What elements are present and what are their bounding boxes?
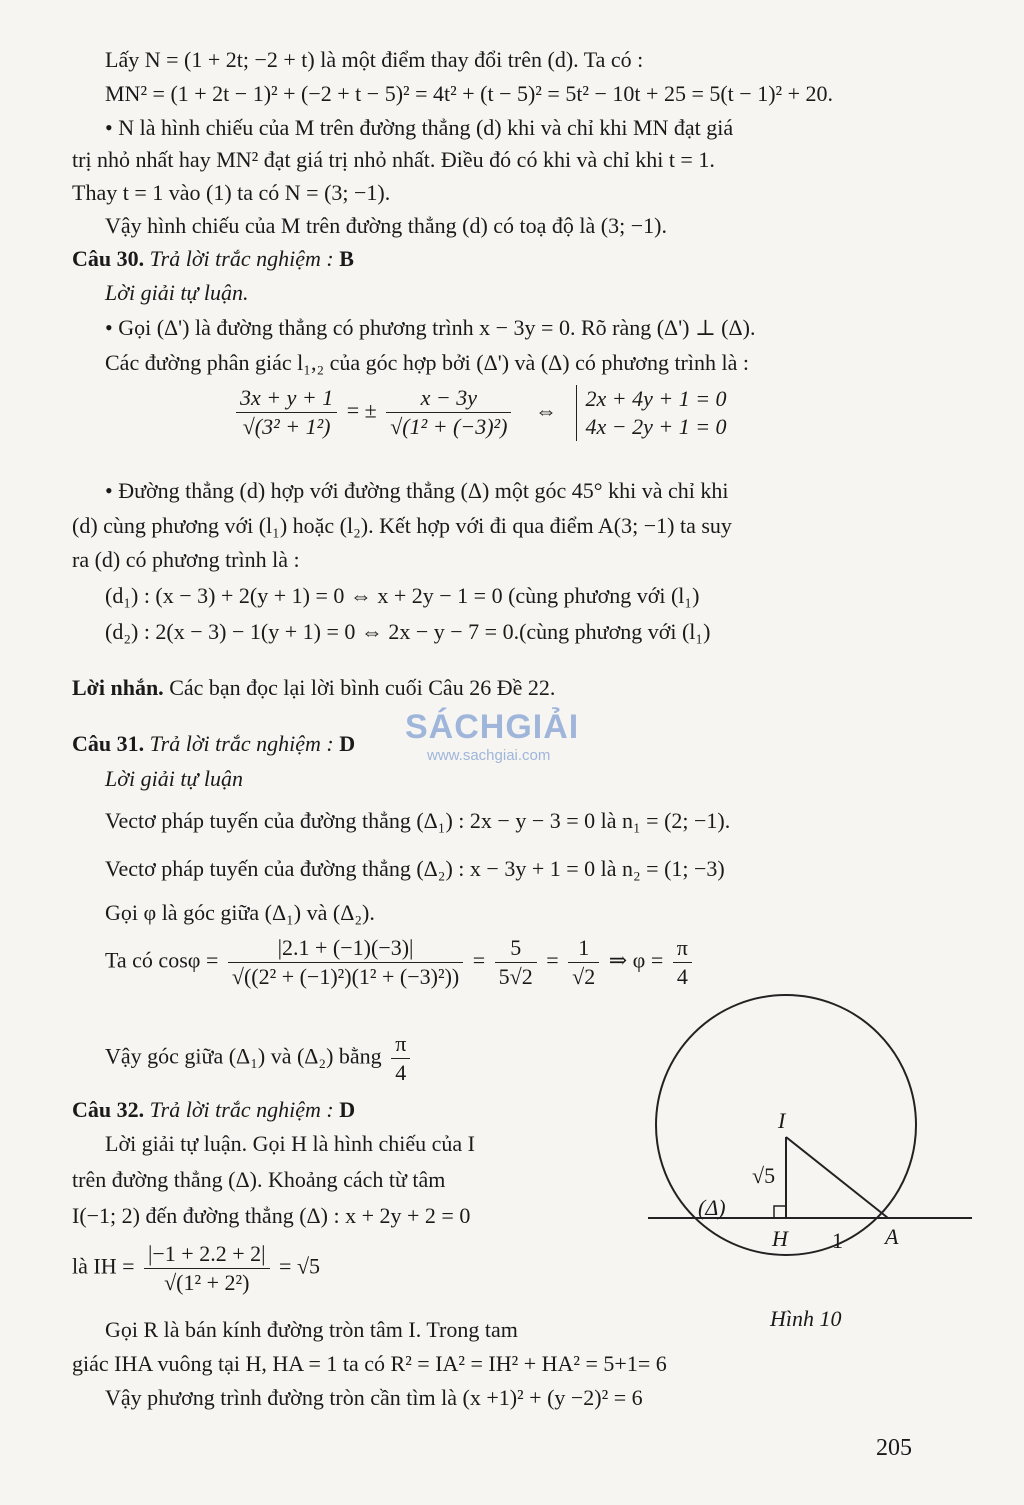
denominator: 4	[395, 1060, 407, 1085]
label-I: I	[778, 1108, 786, 1133]
label-A: A	[885, 1224, 899, 1249]
numerator: x − 3y	[386, 384, 511, 413]
numerator: π	[673, 934, 692, 963]
fraction	[144, 1240, 270, 1297]
page-number: 205	[876, 1435, 912, 1461]
equals-sign: =	[472, 947, 486, 973]
denominator: √2	[572, 964, 596, 989]
denominator: √((2² + (−1)²)(1² + (−3)²))	[231, 964, 460, 989]
text-line: Gọi φ là góc giữa (Δ₁) và (Δ₂).	[105, 900, 375, 925]
question-31-heading	[72, 730, 355, 758]
numerator: |2.1 + (−1)(−3)|	[228, 934, 463, 963]
bisector-formula	[232, 384, 727, 441]
note-label: Lời nhắn.	[72, 675, 164, 700]
numerator: 1	[568, 934, 599, 963]
text-line: giác IHA vuông tại H, HA = 1 ta có R² = IA² = IH² + HA² = 5+1= 6	[72, 1351, 667, 1376]
fraction	[568, 934, 599, 991]
text-line: • N là hình chiếu của M trên đường thẳng (d) khi và chỉ khi MN đạt giá	[105, 115, 734, 140]
text-line: I(−1; 2) đến đường thẳng (Δ) : x + 2y + 2 = 0	[72, 1203, 471, 1228]
note-line	[72, 674, 555, 702]
label-1: 1	[832, 1228, 843, 1253]
figure-caption: Hình 10	[770, 1306, 842, 1331]
denominator: 5√2	[498, 964, 533, 989]
denominator: 4	[676, 964, 688, 989]
implies-sign: ⇒ φ =	[608, 947, 664, 973]
answer-label: Trả lời trắc nghiệm :	[149, 731, 334, 756]
text-line: Vectơ pháp tuyến của đường thẳng (Δ₂) : x − 3y + 1 = 0 là n₂ = (1; −3)	[105, 856, 725, 881]
plus-minus-sign: = ±	[346, 397, 377, 423]
fraction	[236, 384, 337, 441]
solution-label: Lời giải tự luận.	[105, 280, 249, 305]
fraction	[228, 934, 463, 991]
text-line: Các đường phân giác l₁,₂ của góc hợp bởi (Δ') và (Δ) có phương trình là :	[105, 350, 749, 375]
equation-d1: (d₁) : (x − 3) + 2(y + 1) = 0 ⇔ x + 2y − 1 = 0 (cùng phương với (l₁)	[105, 583, 700, 608]
watermark-brand: SÁCHGIẢI	[405, 708, 580, 746]
question-number: Câu 31.	[72, 731, 145, 756]
numerator: 3x + y + 1	[236, 384, 337, 413]
text-line: • Đường thẳng (d) hợp với đường thẳng (Δ) một góc 45° khi và chỉ khi	[105, 478, 729, 503]
question-30-heading	[72, 245, 354, 273]
numerator: 5	[495, 934, 537, 963]
formula-prefix: Ta có cosφ =	[105, 947, 219, 973]
text-line: trị nhỏ nhất hay MN² đạt giá trị nhỏ nhất. Điều đó có khi và chỉ khi t = 1.	[72, 147, 715, 172]
solution-label: Lời giải tự luận	[105, 766, 244, 791]
question-32-heading	[72, 1096, 355, 1124]
denominator: √(1² + 2²)	[164, 1270, 250, 1295]
formula-prefix: là IH =	[72, 1253, 135, 1279]
equation-system	[576, 385, 726, 441]
answer-label: Trả lời trắc nghiệm :	[149, 1097, 334, 1122]
text-line: MN² = (1 + 2t − 1)² + (−2 + t − 5)² = 4t² + (t − 5)² = 5t² − 10t + 25 = 5(t − 1)² + 20.	[105, 81, 834, 106]
watermark	[405, 708, 579, 764]
segment-IA	[786, 1137, 888, 1218]
denominator: √(1² + (−3)²)	[390, 414, 508, 439]
numerator: |−1 + 2.2 + 2|	[144, 1240, 270, 1269]
equals-sign: =	[546, 947, 559, 973]
equation-d2: (d₂) : 2(x − 3) − 1(y + 1) = 0 ⇔ 2x − y − 7 = 0.(cùng phương với (l₁)	[105, 619, 711, 644]
fraction	[386, 384, 511, 441]
cosine-formula	[105, 934, 696, 991]
label-sqrt5: √5	[752, 1163, 776, 1188]
text-line	[105, 1030, 414, 1087]
note-text: Các bạn đọc lại lời bình cuối Câu 26 Đề 22.	[169, 675, 556, 700]
text-line: Thay t = 1 vào (1) ta có N = (3; −1).	[72, 180, 391, 205]
figure-10	[640, 990, 975, 1331]
fraction	[495, 934, 537, 991]
system-line: 2x + 4y + 1 = 0	[585, 385, 727, 411]
label-H: H	[772, 1226, 788, 1251]
answer-choice: D	[339, 731, 356, 756]
text-line: Gọi R là bán kính đường tròn tâm I. Trong tam	[105, 1317, 518, 1342]
text-line: (d) cùng phương với (l₁) hoặc (l₂). Kết hợp với đi qua điểm A(3; −1) ta suy	[72, 513, 732, 538]
answer-choice: B	[339, 246, 354, 271]
answer-label: Trả lời trắc nghiệm :	[149, 246, 334, 271]
question-number: Câu 30.	[72, 246, 145, 271]
right-angle-mark	[774, 1206, 786, 1218]
answer-choice: D	[339, 1097, 356, 1122]
question-number: Câu 32.	[72, 1097, 145, 1122]
label-delta: (Δ)	[698, 1195, 726, 1220]
text-line: • Gọi (Δ') là đường thẳng có phương trình x − 3y = 0. Rõ ràng (Δ') ⊥ (Δ).	[105, 315, 756, 340]
fraction	[673, 934, 692, 991]
formula-result: = √5	[279, 1253, 321, 1279]
denominator: √(3² + 1²)	[242, 414, 331, 439]
text-line: Vậy phương trình đường tròn cần tìm là (x +1)² + (y −2)² = 6	[105, 1385, 643, 1410]
circle-diagram	[640, 990, 975, 1300]
system-line: 4x − 2y + 1 = 0	[585, 413, 727, 439]
watermark-url: www.sachgiai.com	[427, 747, 551, 764]
text-line: Lời giải tự luận. Gọi H là hình chiếu của I	[105, 1131, 475, 1156]
conclusion-text: Vậy góc giữa (Δ₁) và (Δ₂) bằng	[105, 1043, 382, 1069]
equivalence-sign: ⇔	[534, 397, 557, 423]
numerator: π	[391, 1030, 410, 1059]
text-line: ra (d) có phương trình là :	[72, 547, 300, 572]
text-line: Vậy hình chiếu của M trên đường thẳng (d) có toạ độ là (3; −1).	[105, 213, 667, 238]
text-line: Lấy N = (1 + 2t; −2 + t) là một điểm thay đổi trên (d). Ta có :	[105, 47, 644, 72]
text-line: Vectơ pháp tuyến của đường thẳng (Δ₁) : 2x − y − 3 = 0 là n₁ = (2; −1).	[105, 808, 731, 833]
fraction	[391, 1030, 410, 1087]
distance-formula	[72, 1240, 320, 1297]
text-line: trên đường thẳng (Δ). Khoảng cách từ tâm	[72, 1167, 446, 1192]
